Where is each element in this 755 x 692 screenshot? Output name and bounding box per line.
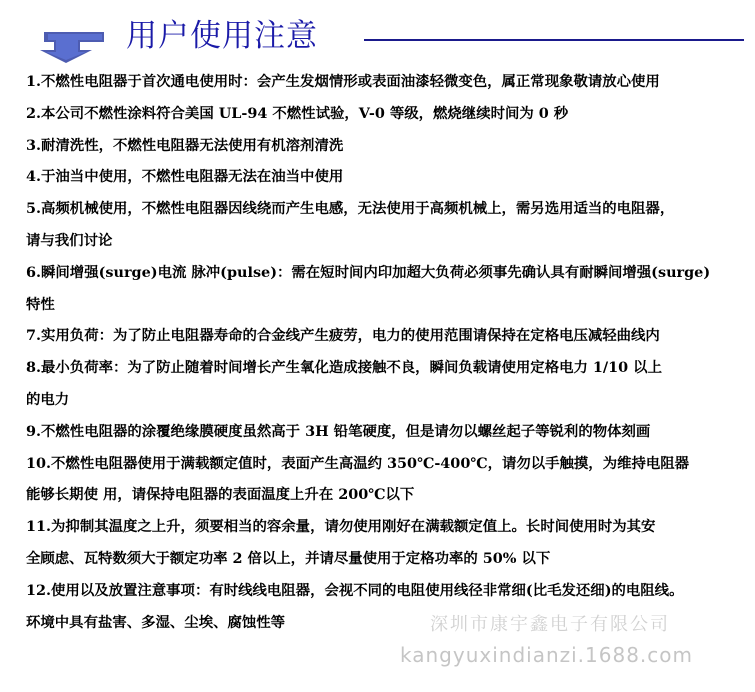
note-line: 10.不燃性电阻器使用于满载额定值时，表面产生高温约 350℃-400℃，请勿以手触摸，为维持电阻器 [26, 454, 690, 472]
note-line: 5.高频机械使用，不燃性电阻器因线绕而产生电感，无法使用于高频机械上，需另选用适当的电阻器， [26, 200, 675, 218]
usage-notes-list [26, 66, 750, 638]
header [0, 0, 755, 66]
note-line: 11.为抑制其温度之上升，须要相当的容余量，请勿使用刚好在满载额定值上。长时间使用时为其安 [26, 518, 656, 536]
note-line: 全顾虑、瓦特数须大于额定功率 2 倍以上，并请尽量使用于定格功率的 50% 以下 [26, 549, 551, 567]
note-line: 能够长期使 用，请保持电阻器的表面温度上升在 200℃以下 [26, 486, 415, 504]
note-line: 2.本公司不燃性涂料符合美国 UL-94 不燃性试验，V-0 等级，燃烧继续时间为 0 秒 [26, 104, 569, 122]
note-line: 1.不燃性电阻器于首次通电使用时：会产生发烟情形或表面油漆轻微变色，属正常现象敬请放心使用 [26, 73, 660, 90]
note-line: 4.于油当中使用，不燃性电阻器无法在油当中使用 [26, 168, 344, 186]
note-line: 请与我们讨论 [26, 231, 113, 249]
note-line: 的电力 [26, 390, 70, 408]
watermark-company: 深圳市康宇鑫电子有限公司 [430, 614, 670, 635]
note-line: 7.实用负荷：为了防止电阻器寿命的合金线产生疲劳，电力的使用范围请保持在定格电压减轻曲线内 [26, 327, 660, 345]
note-line: 9.不燃性电阻器的涂覆绝缘膜硬度虽然高于 3H 铅笔硬度，但是请勿以螺丝起子等锐利的物体刻画 [26, 422, 651, 440]
watermark-site: kangyuxindianzi.1688.com [400, 643, 694, 667]
title-divider [364, 39, 744, 41]
note-line: 特性 [26, 295, 55, 313]
down-arrow-icon [40, 28, 108, 64]
note-line: 环境中具有盐害、多湿、尘埃、腐蚀性等 [26, 613, 286, 631]
note-line: 12.使用以及放置注意事项：有时线线电阻器，会视不同的电阻使用线径非常细(比毛发还细)的电阻线。 [26, 581, 684, 599]
note-line: 6.瞬间增强(surge)电流 脉冲(pulse)：需在短时间内印加超大负荷必须事先确认具有耐瞬间增强(surge) [26, 263, 711, 281]
note-line: 3.耐清洗性，不燃性电阻器无法使用有机溶剂清洗 [26, 136, 344, 154]
note-line: 8.最小负荷率：为了防止随着时间增长产生氧化造成接触不良，瞬间负载请使用定格电力 1/10 以上 [26, 359, 662, 377]
page-title: 用户使用注意 [126, 18, 318, 54]
